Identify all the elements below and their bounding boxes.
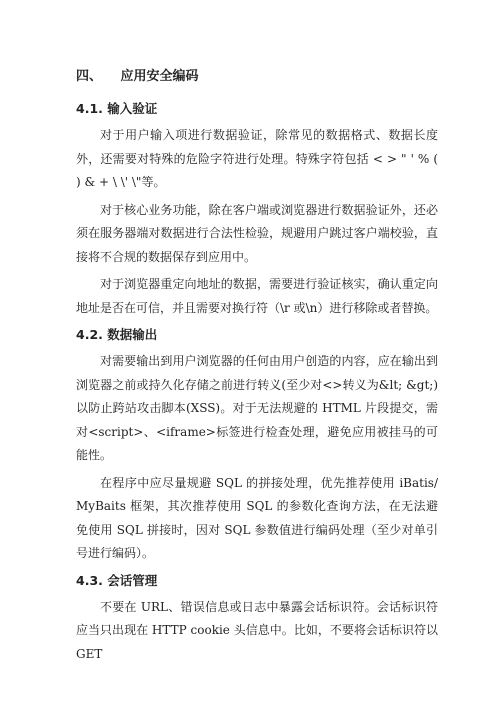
section-4-title: 应用安全编码 [120,69,199,84]
section-4-2-paragraph-2: 在程序中应尽量规避 SQL 的拼接处理，优先推荐使用 iBatis/MyBaits 框架，其次推荐使用 SQL 的参数化查询方法，在无法避免使用 SQL 拼接时，因对 SQL 参数值进行编码处理（至少对单引号进行编码）。 [76,475,438,560]
section-4-number: 四、 [76,69,103,84]
section-4-1-paragraph-3: 对于浏览器重定向地址的数据，需要进行验证核实，确认重定向地址是否在可信，并且需要对换行符（\r 或\n）进行移除或者替换。 [76,277,438,315]
section-4-2-heading: 4.2. 数据输出 [76,327,158,342]
section-4-1-paragraph-1: 对于用户输入项进行数据验证，除常见的数据格式、数据长度外，还需要对特殊的危险字符进行处理。特殊字符包括 < > " ' % ( ) & + \ \' \"等。 [76,128,438,189]
section-4-1-heading: 4.1. 输入验证 [76,101,158,116]
section-4-3-heading: 4.3. 会话管理 [76,572,158,588]
section-4-2-paragraph-1: 对需要输出到用户浏览器的任何由用户创造的内容，应在输出到浏览器之前或持久化存储之前进行转义(至少对<>转义为&lt; &gt;)以防止跨站攻击脚本(XSS)。对于无法规避的 HTML 片段提交，需对<script>、<iframe>标签进行检查处理，避免应用被挂马的可能性。 [76,354,438,462]
section-4-3-paragraph-1: 不要在 URL、错误信息或日志中暴露会话标识符。会话标识符应当只出现在 HTTP cookie 头信息中。比如，不要将会话标识符以 GET [76,599,438,661]
section-4-1-paragraph-2: 对于核心业务功能，除在客户端或浏览器进行数据验证外，还必须在服务器端对数据进行合法性检验，规避用户跳过客户端校验，直接将不合规的数据保存到应用中。 [76,202,438,264]
section-4-heading [76,66,438,88]
